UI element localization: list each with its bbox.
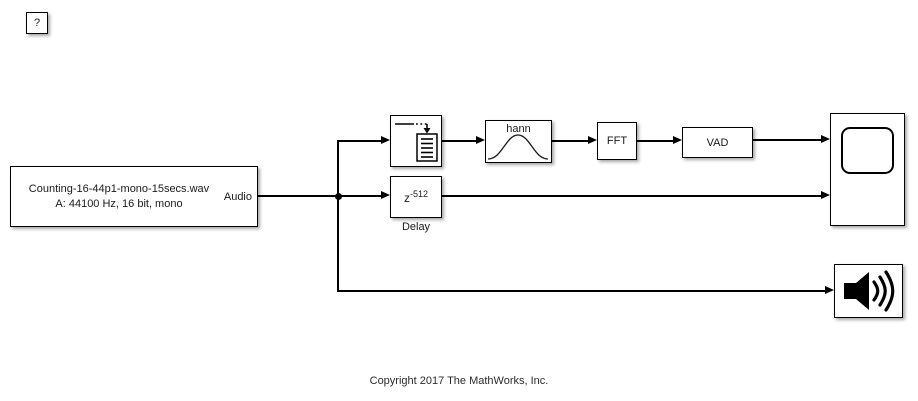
audio-file-reader-text bbox=[29, 182, 209, 212]
delay-exponent: -512 bbox=[409, 189, 428, 199]
arrowhead-buffer-input bbox=[381, 136, 390, 144]
arrowhead-fft-input bbox=[588, 136, 597, 144]
vad-label: VAD bbox=[706, 136, 729, 149]
fft-block[interactable] bbox=[597, 122, 637, 160]
wire-to-speaker[interactable] bbox=[337, 290, 825, 292]
window-function-label: hann bbox=[506, 123, 531, 135]
scope-screen-icon bbox=[841, 127, 894, 174]
wire-delay-to-scope[interactable] bbox=[442, 195, 821, 197]
help-button[interactable] bbox=[26, 12, 48, 34]
audio-output-port-label: Audio bbox=[223, 190, 252, 203]
wire-fft-to-vad[interactable] bbox=[637, 140, 673, 142]
audio-file-reader-block[interactable] bbox=[10, 166, 258, 227]
fft-label: FFT bbox=[606, 135, 628, 147]
buffer-block[interactable] bbox=[390, 115, 442, 167]
help-button-label: ? bbox=[33, 17, 41, 29]
window-function-block[interactable] bbox=[485, 120, 552, 163]
delay-base: z bbox=[403, 191, 410, 205]
copyright-annotation: Copyright 2017 The MathWorks, Inc. bbox=[369, 375, 549, 387]
scope-block[interactable] bbox=[830, 113, 905, 226]
wire-window-to-fft[interactable] bbox=[552, 140, 588, 142]
wire-to-buffer[interactable] bbox=[337, 140, 381, 142]
speaker-icon bbox=[840, 267, 898, 315]
buffer-icon bbox=[391, 116, 441, 165]
delay-block-caption: Delay bbox=[401, 221, 431, 233]
arrowhead-delay-input bbox=[381, 191, 390, 199]
wire-source-to-delay[interactable] bbox=[258, 195, 381, 197]
audio-file-name: Counting-16-44p1-mono-15secs.wav bbox=[28, 182, 210, 195]
delay-block[interactable] bbox=[390, 176, 442, 218]
wire-vad-to-scope[interactable] bbox=[753, 139, 821, 141]
audio-file-format: A: 44100 Hz, 16 bit, mono bbox=[55, 197, 183, 210]
delay-expression bbox=[404, 189, 428, 205]
arrowhead-vad-input bbox=[673, 136, 682, 144]
arrowhead-window-input bbox=[476, 136, 485, 144]
audio-device-writer-block[interactable] bbox=[834, 264, 903, 318]
arrowhead-speaker-input bbox=[825, 286, 834, 294]
wire-buffer-to-window[interactable] bbox=[442, 140, 476, 142]
vad-block[interactable] bbox=[682, 127, 753, 158]
wire-branch-up[interactable] bbox=[337, 140, 339, 196]
arrowhead-scope-input2 bbox=[821, 191, 830, 199]
wire-branch-down[interactable] bbox=[337, 196, 339, 291]
arrowhead-scope-input1 bbox=[821, 135, 830, 143]
